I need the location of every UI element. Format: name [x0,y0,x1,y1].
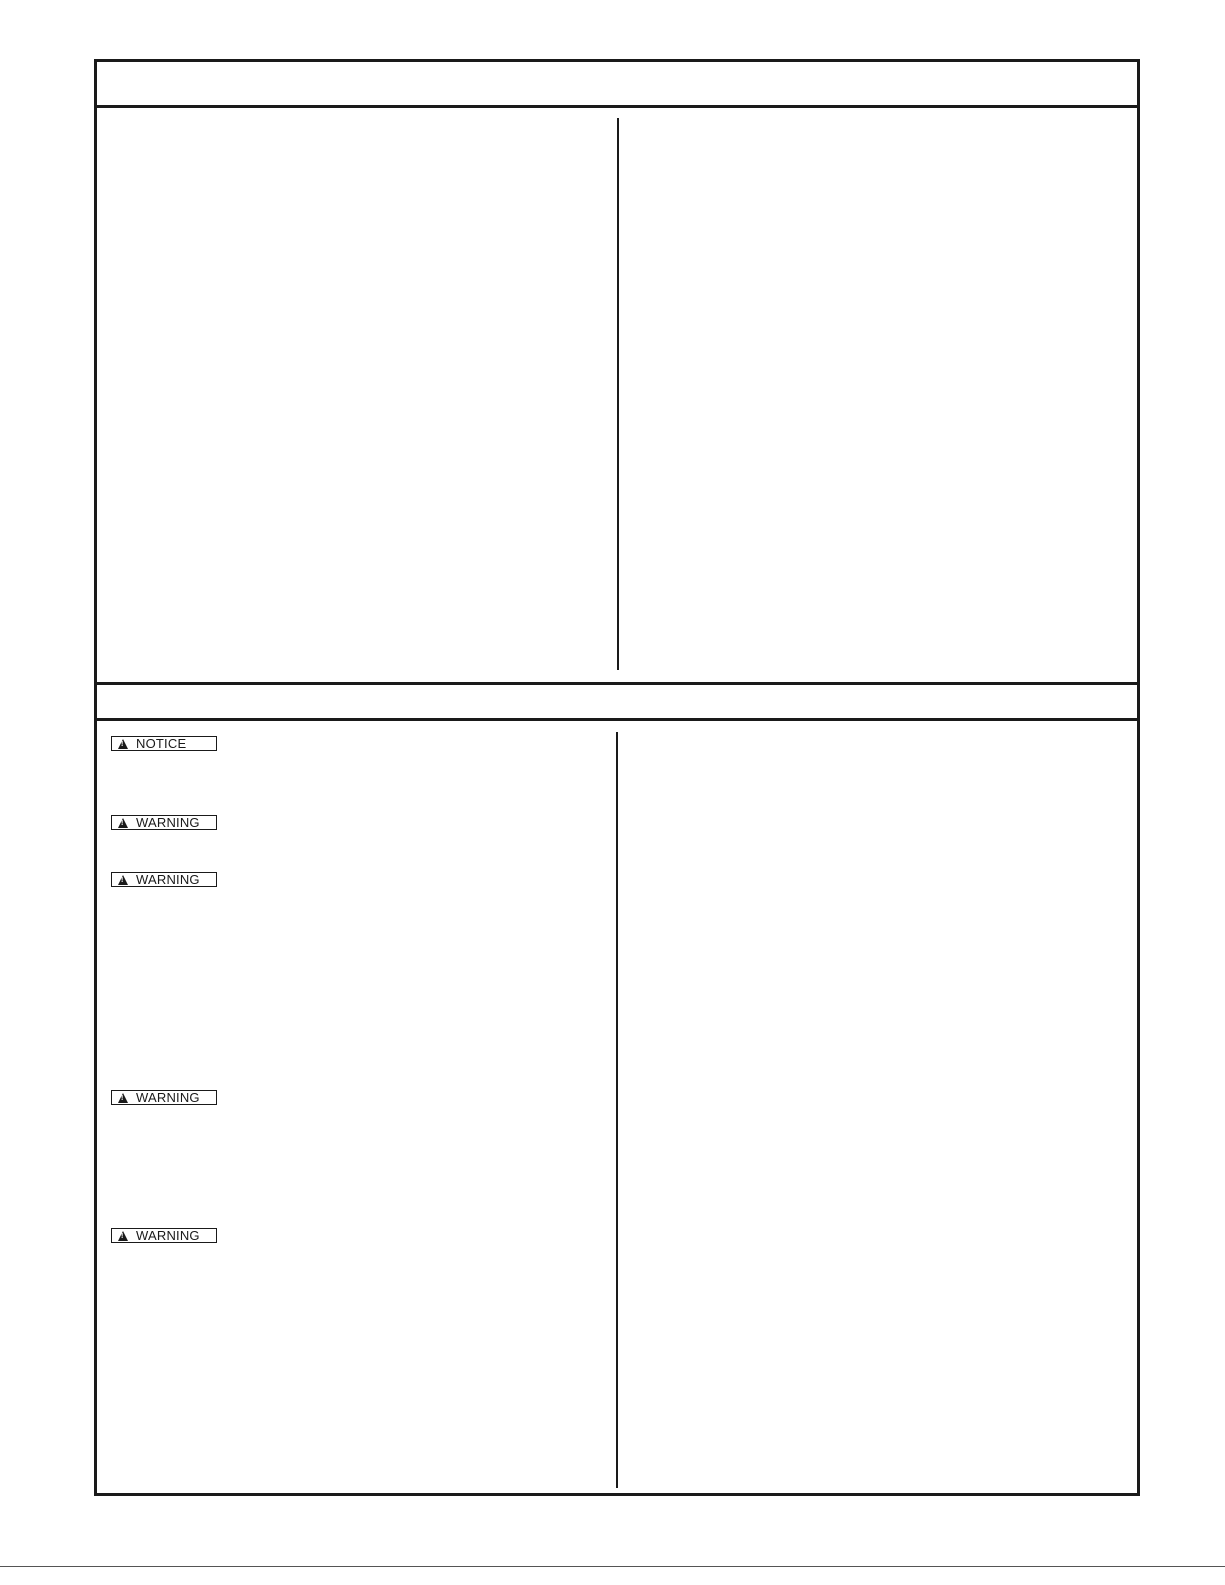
alert-triangle-icon [118,818,128,828]
warning-label-4 [111,1228,217,1243]
warning-label-text: WARNING [136,1090,200,1105]
warning-label-text: WARNING [136,1228,200,1243]
alert-triangle-icon [118,1231,128,1241]
notice-label-text: NOTICE [136,736,187,751]
alert-triangle-icon [118,875,128,885]
warning-label-text: WARNING [136,815,200,830]
section-band [97,682,1137,721]
notice-label [111,736,217,751]
alert-triangle-icon [118,739,128,749]
warning-label-3 [111,1090,217,1105]
alert-triangle-icon [118,1093,128,1103]
lower-column-divider [616,732,618,1488]
warning-label-1 [111,815,217,830]
page-frame [94,59,1140,1496]
warning-label-2 [111,872,217,887]
warning-label-text: WARNING [136,872,200,887]
upper-column-divider [617,118,619,670]
bottom-rule [0,1566,1225,1567]
header-band [97,62,1137,108]
